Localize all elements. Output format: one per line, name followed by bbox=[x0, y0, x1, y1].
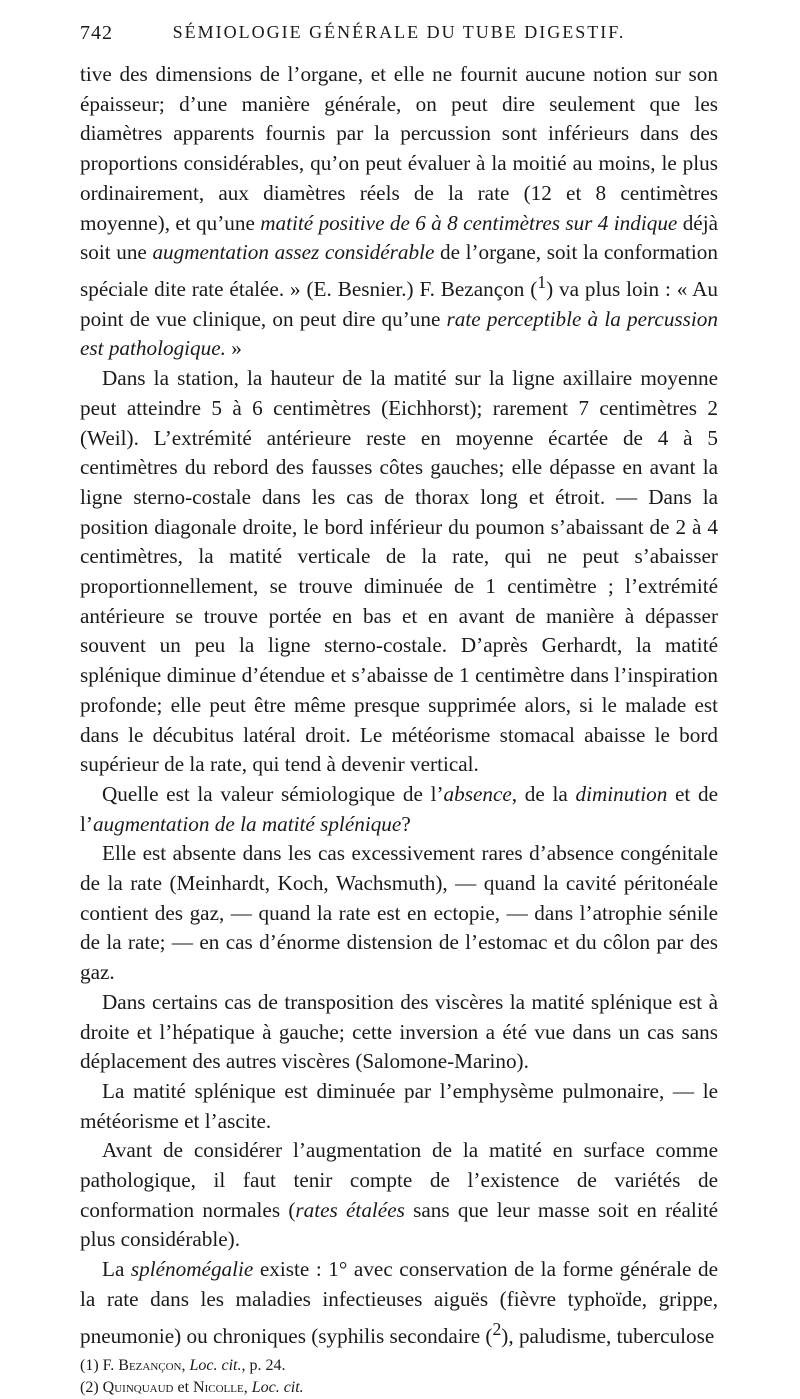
paragraph-2: Dans la station, la hauteur de la matité sur la ligne axillaire moyenne peut atteindre 5 à 6 centimètres (Eichhorst); rarement 7 centimètres 2 (Weil). L’extrémité antérieure reste en moyenne écartée de 4 à 5 centimètres du rebord des fausses côtes gauches; elle dépasse en avant la ligne sterno-costale dans les cas de thorax long et étroit. — Dans la position diagonale droite, le bord inférieur du poumon s’abaissant de 2 à 4 centimètres, la matité verticale de la rate, qui ne peut s’abaisser proportionnellement, se trouve diminuée de 1 centimètre ; l’extrémité antérieure se trouve portée en bas et en avant de manière à dépasser souvent un peu la ligne sterno-costale. D’après Gerhardt, la matité splénique diminue d’étendue et s’abaisse de 1 centimètre dans l’inspiration profonde; elle peut être même presque supprimée alors, si le malade est dans le décubitus latéral droit. Le météorisme stomacal abaisse le bord supérieur de la rate, qui tend à devenir vertical. bbox=[80, 366, 718, 777]
page-header bbox=[80, 0, 718, 60]
footnote-ref-1: 1 bbox=[537, 271, 547, 292]
body-text bbox=[80, 60, 718, 1351]
paragraph-6: La matité splénique est diminuée par l’emphysème pulmonaire, — le météorisme et l’ascite. bbox=[80, 1078, 718, 1133]
footnote-ref-2: 2 bbox=[492, 1318, 502, 1339]
footnote-1: (1) F. Bezançon, Loc. cit., p. 24. bbox=[80, 1357, 286, 1375]
footnotes bbox=[80, 1355, 718, 1399]
paragraph-8: La splénomégalie existe : 1° avec conservation de la forme générale de la rate dans les maladies infectieuses aiguës (fièvre typhoïde, grippe, pneumonie) ou chroniques (syphilis secondaire ($^2$), paludisme, tuberculose bbox=[80, 1257, 718, 1348]
page-number: 742 bbox=[80, 22, 113, 44]
paragraph-5: Dans certains cas de transposition des viscères la matité splénique est à droite et l’hépatique à gauche; cette inversion a été vue dans un cas sans déplacement des autres viscères (Salomone-Marino). bbox=[80, 989, 718, 1074]
paragraph-7: Avant de considérer l’augmentation de la matité en surface comme pathologique, il faut tenir compte de l’existence de variétés de conformation normales (rates étalées sans que leur masse soit en réalité plus considérable). bbox=[80, 1138, 719, 1252]
paragraph-4: Elle est absente dans les cas excessivement rares d’absence congénitale de la rate (Meinhardt, Koch, Wachsmuth), — quand la cavité péritonéale contient des gaz, — quand la rate est en ectopie, — dans l’atrophie sénile de la rate; — en cas d’énorme distension de l’estomac et du côlon par des gaz. bbox=[80, 841, 718, 985]
paragraph-3: Quelle est la valeur sémiologique de l’absence, de la diminution et de l’augmentation de la matité splénique? bbox=[80, 781, 718, 836]
footnote-2: (2) Quinquaud et Nicolle, Loc. cit. bbox=[80, 1379, 304, 1397]
running-title: SÉMIOLOGIE GÉNÉRALE DU TUBE DIGESTIF. bbox=[172, 22, 626, 42]
paragraph-1: tive des dimensions de l’organe, et elle ne fournit aucune notion sur son épaisseur; d’une manière générale, on peut dire seulement que les diamètres apparents fournis par la percussion sont inférieurs dans des proportions considérables, qu’on peut évaluer à la moitié au moins, le plus ordinairement, aux diamètres réels de la rate (12 et 8 centimètres moyenne), et qu’une matité positive de 6 à 8 centimètres sur 4 indique déjà soit une augmentation assez considérable de l’organe, soit la conformation spéciale dite rate étalée. » (E. Besnier.) F. Bezançon ($^1$) va plus loin : « Au point de vue clinique, on peut dire qu’une rate perceptible à la percussion est pathologique. » bbox=[80, 62, 718, 361]
